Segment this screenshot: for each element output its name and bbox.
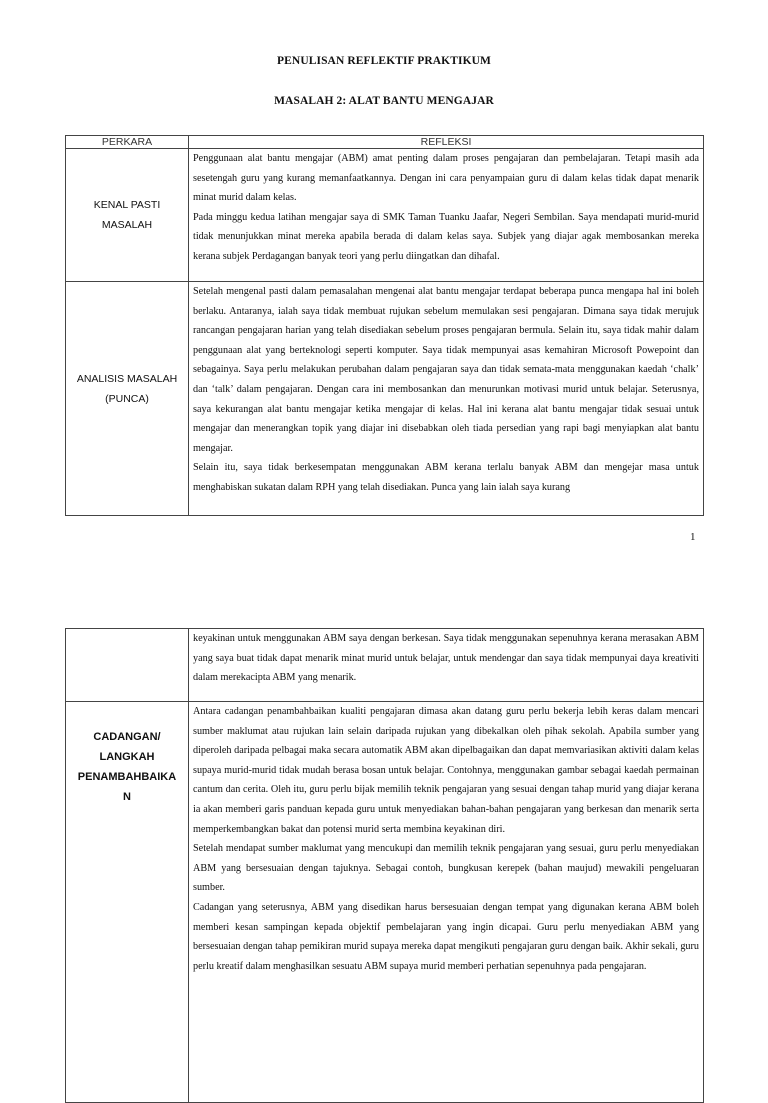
row-label <box>66 149 189 282</box>
reflection-paragraph: Cadangan yang seterusnya, ABM yang disedikan harus bersesuaian dengan tempat yang digunakan kerana ABM boleh memberi kesan sampingan kepada objektif pembelajaran yang ingin dicapai. Guru perlu menyediakan ABM yang bersesuaian dengan tahap pemikiran murid supaya mereka dapat mengikuti pengajaran guru dengan baik. Akhir sekali, guru perlu kreatif dalam menghasilkan sesuatu ABM supaya murid memberi perhatian sepenuhnya pada pengajaran. <box>193 901 699 972</box>
row-label-line: N <box>123 791 131 803</box>
row-label-line: KENAL PASTI <box>93 199 161 211</box>
document-page-2 <box>0 560 768 1024</box>
reflection-paragraph: Selain itu, saya tidak berkesempatan menggunakan ABM kerana terlalu banyak ABM dan mengejar masa untuk menghabiskan sukatan dalam RPH yang telah disediakan. Punca yang lain ialah saya kurang <box>193 462 699 493</box>
reflection-paragraph: keyakinan untuk menggunakan ABM saya dengan berkesan. Saya tidak menggunakan sepenuhnya kerana merasakan ABM yang saya buat tidak dapat menarik minat murid untuk belajar, untuk mendengar dan saya tidak mempunyai daya kreativiti dalam merekacipta ABM yang menarik. <box>193 633 699 684</box>
row-label-line: ANALISIS MASALAH <box>76 372 178 385</box>
row-label-line: (PUNCA) <box>105 392 149 405</box>
column-header-perkara: PERKARA <box>66 136 189 149</box>
reflection-paragraph: Pada minggu kedua latihan mengajar saya di SMK Taman Tuanku Jaafar, Negeri Sembilan. Saya mendapati murid-murid tidak menunjukkan minat mereka apabila berada di dalam kelas saya. Subjek yang diajar agak membosankan mereka kerana subjek Perdagangan banyak teori yang perlu diingatkan dan dihafal. <box>193 211 699 262</box>
row-label-line: MASALAH <box>101 219 153 231</box>
document-title: PENULISAN REFLEKTIF PRAKTIKUM <box>277 55 491 67</box>
column-header-refleksi: REFLEKSI <box>189 136 704 149</box>
reflection-table-continued <box>65 628 704 1103</box>
row-reflection-text <box>189 629 704 702</box>
row-label-line: CADANGAN/ <box>93 731 161 743</box>
table-row-cadangan <box>66 702 704 1103</box>
row-label <box>66 282 189 516</box>
row-reflection-text <box>189 149 704 282</box>
table-row-kenal-pasti <box>66 149 704 282</box>
document-subtitle: MASALAH 2: ALAT BANTU MENGAJAR <box>274 95 494 107</box>
row-label-line: LANGKAH <box>99 751 155 763</box>
row-reflection-text <box>189 282 704 516</box>
reflection-paragraph: Penggunaan alat bantu mengajar (ABM) amat penting dalam proses pengajaran dan pembelajaran. Tetapi masih ada sesetengah guru yang kurang memanfaatkannya. Dengan ini cara penyampaian guru di dalam kelas tidak dapat menarik minat murid dalam kelas. <box>193 153 699 204</box>
row-label <box>66 702 189 1103</box>
table-row-analisis-masalah <box>66 282 704 516</box>
row-label-line: PENAMBAHBAIKA <box>77 771 177 783</box>
reflection-paragraph: Setelah mendapat sumber maklumat yang mencukupi dan memilih teknik pengajaran yang sesuai, guru perlu menyediakan ABM yang bersesuaian dengan tajuknya. Sebagai contoh, bungkusan kerepek (bahan maujud) mewakili pengeluaran sumber. <box>193 843 699 894</box>
row-label-empty <box>66 629 189 702</box>
row-reflection-text <box>189 702 704 1103</box>
reflection-table <box>65 135 704 516</box>
table-header-row <box>66 136 704 149</box>
reflection-paragraph: Antara cadangan penambahbaikan kualiti pengajaran dimasa akan datang guru perlu bekerja lebih keras dalam mencari sumber maklumat atau rujukan lain selain daripada rujukan yang dibekalkan oleh pihak sekolah. Apabila sumber yang diperoleh daripada pelbagai maka secara automatik ABM akan dipelbagaikan dan dapat memvariasikan aktiviti dalam kelas supaya murid-murid tidak mudah berasa bosan untuk belajar. Contohnya, menggunakan gambar sebagai kaedah permainan cantum dan cerita. Oleh itu, guru perlu bijak memilih teknik pengajaran yang sesuai dengan tahap murid yang diajar kerana ia akan memberi garis panduan kepada guru untuk menyediakan bahan-bahan pengajaran yang berkesan dan menarik serta memperkembangkan bakat dan potensi murid serta membina keyakinan diri. <box>193 706 699 835</box>
reflection-paragraph: Setelah mengenal pasti dalam pemasalahan mengenai alat bantu mengajar terdapat beberapa punca mengapa hal ini boleh berlaku. Antaranya, ialah saya tidak membuat rujukan sebelum memulakan sesi pengajaran. Dimana saya tidak merujuk rancangan pengajaran harian yang telah disediakan sebelum proses pengajaran bermula. Selain itu, saya tidak mahir dalam penggunaan alat yang berteknologi seperti komputer. Saya tidak mempunyai asas kemahiran Microsoft Powepoint dan sebagainya. Saya perlu melakukan perubahan dalam pengajaran saya dan tidak semata-mata menggunakan kaedah ‘chalk’ dan ‘talk’ dalam pengajaran. Dengan cara ini membosankan dan menurunkan motivasi murid untuk belajar. Seterusnya, saya kekurangan alat bantu mengajar ketika mengajar di kelas. Hal ini kerana alat bantu mengajar tidak sesuai untuk mengajar dan menerangkan topik yang diajar ini disebabkan oleh tiada persedian yang rapi bagi menyiapkan alat bantu mengajar. <box>193 286 699 454</box>
table-row-continued <box>66 629 704 702</box>
page-number: 1 <box>690 531 696 543</box>
